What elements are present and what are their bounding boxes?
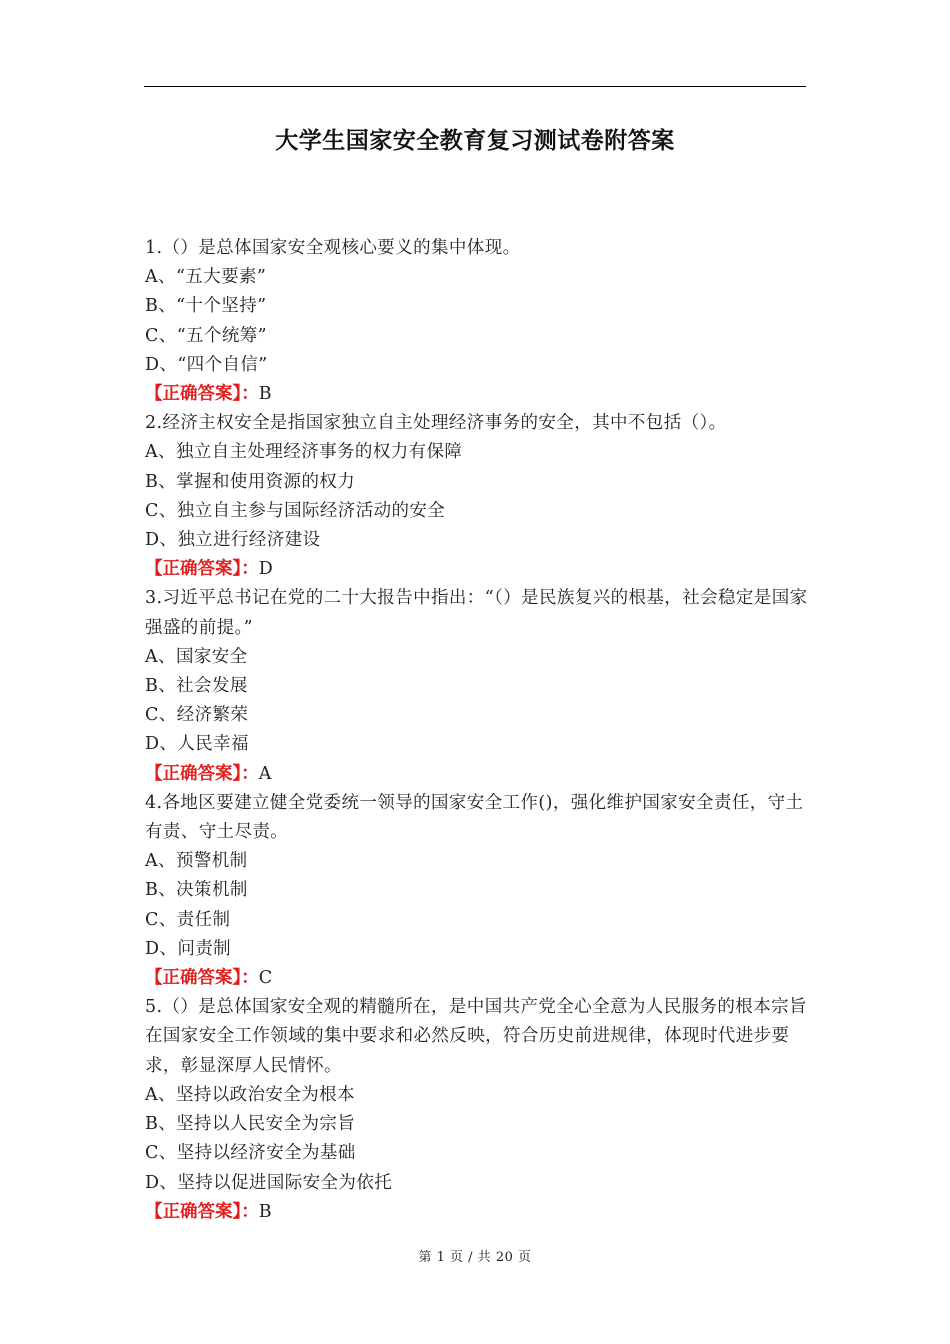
question-stem: 2.经济主权安全是指国家独立自主处理经济事务的安全，其中不包括（）。 xyxy=(145,413,727,434)
answer-value: B xyxy=(258,384,272,405)
answer-label: 【正确答案】： xyxy=(145,1201,259,1222)
option-b: B、“十个坚持” xyxy=(145,296,267,317)
answer-label: 【正确答案】： xyxy=(145,763,259,784)
correct-answer xyxy=(145,1198,810,1227)
answer-value: C xyxy=(258,968,273,989)
question-2 xyxy=(145,409,810,584)
answer-label: 【正确答案】： xyxy=(145,384,259,405)
question-stem: 5.（）是总体国家安全观的精髓所在，是中国共产党全心全意为人民服务的根本宗旨在国家安全工作领域的集中要求和必然反映，符合历史前进规律，体现时代进步要求，彰显深厚人民情怀。 xyxy=(145,997,807,1076)
question-5 xyxy=(145,993,810,1227)
answer-label: 【正确答案】： xyxy=(145,559,259,580)
question-3 xyxy=(145,584,810,788)
option-d: D、问责制 xyxy=(145,938,232,959)
question-stem: 4.各地区要建立健全党委统一领导的国家安全工作()，强化维护国家安全责任，守土有责、守土尽责。 xyxy=(145,792,804,843)
option-c: C、责任制 xyxy=(145,909,231,930)
option-d: D、坚持以促进国际安全为依托 xyxy=(145,1172,393,1193)
question-1 xyxy=(145,234,810,409)
option-b: B、决策机制 xyxy=(145,880,248,901)
answer-value: B xyxy=(258,1201,272,1222)
option-c: C、坚持以经济安全为基础 xyxy=(145,1143,356,1164)
option-a: A、预警机制 xyxy=(145,851,248,872)
question-list xyxy=(145,234,810,1227)
option-c: C、“五个统筹” xyxy=(145,325,267,346)
question-stem: 3.习近平总书记在党的二十大报告中指出：“（）是民族复兴的根基，社会稳定是国家强盛的前提。” xyxy=(145,588,808,638)
option-a: A、“五大要素” xyxy=(145,267,267,288)
document-title: 大学生国家安全教育复习测试卷附答案 xyxy=(275,128,675,154)
correct-answer xyxy=(145,380,810,409)
answer-value: A xyxy=(258,763,272,784)
answer-label: 【正确答案】： xyxy=(145,968,259,989)
option-a: A、独立自主处理经济事务的权力有保障 xyxy=(145,442,463,463)
option-b: B、坚持以人民安全为宗旨 xyxy=(145,1114,356,1135)
header-rule xyxy=(144,86,806,87)
question-4 xyxy=(145,789,810,993)
answer-value: D xyxy=(258,559,273,580)
option-d: D、独立进行经济建设 xyxy=(145,530,321,551)
option-d: D、“四个自信” xyxy=(145,354,268,375)
page-number-footer: 第 1 页 / 共 20 页 xyxy=(418,1250,532,1265)
option-b: B、掌握和使用资源的权力 xyxy=(145,471,356,492)
option-b: B、社会发展 xyxy=(145,676,248,697)
option-c: C、经济繁荣 xyxy=(145,705,249,726)
correct-answer xyxy=(145,760,810,789)
question-stem: 1.（）是总体国家安全观核心要义的集中体现。 xyxy=(145,238,521,258)
option-a: A、国家安全 xyxy=(145,646,248,667)
option-c: C、独立自主参与国际经济活动的安全 xyxy=(145,500,446,521)
correct-answer xyxy=(145,555,810,584)
option-d: D、人民幸福 xyxy=(145,734,249,755)
option-a: A、坚持以政治安全为根本 xyxy=(145,1084,355,1105)
correct-answer xyxy=(145,964,810,993)
